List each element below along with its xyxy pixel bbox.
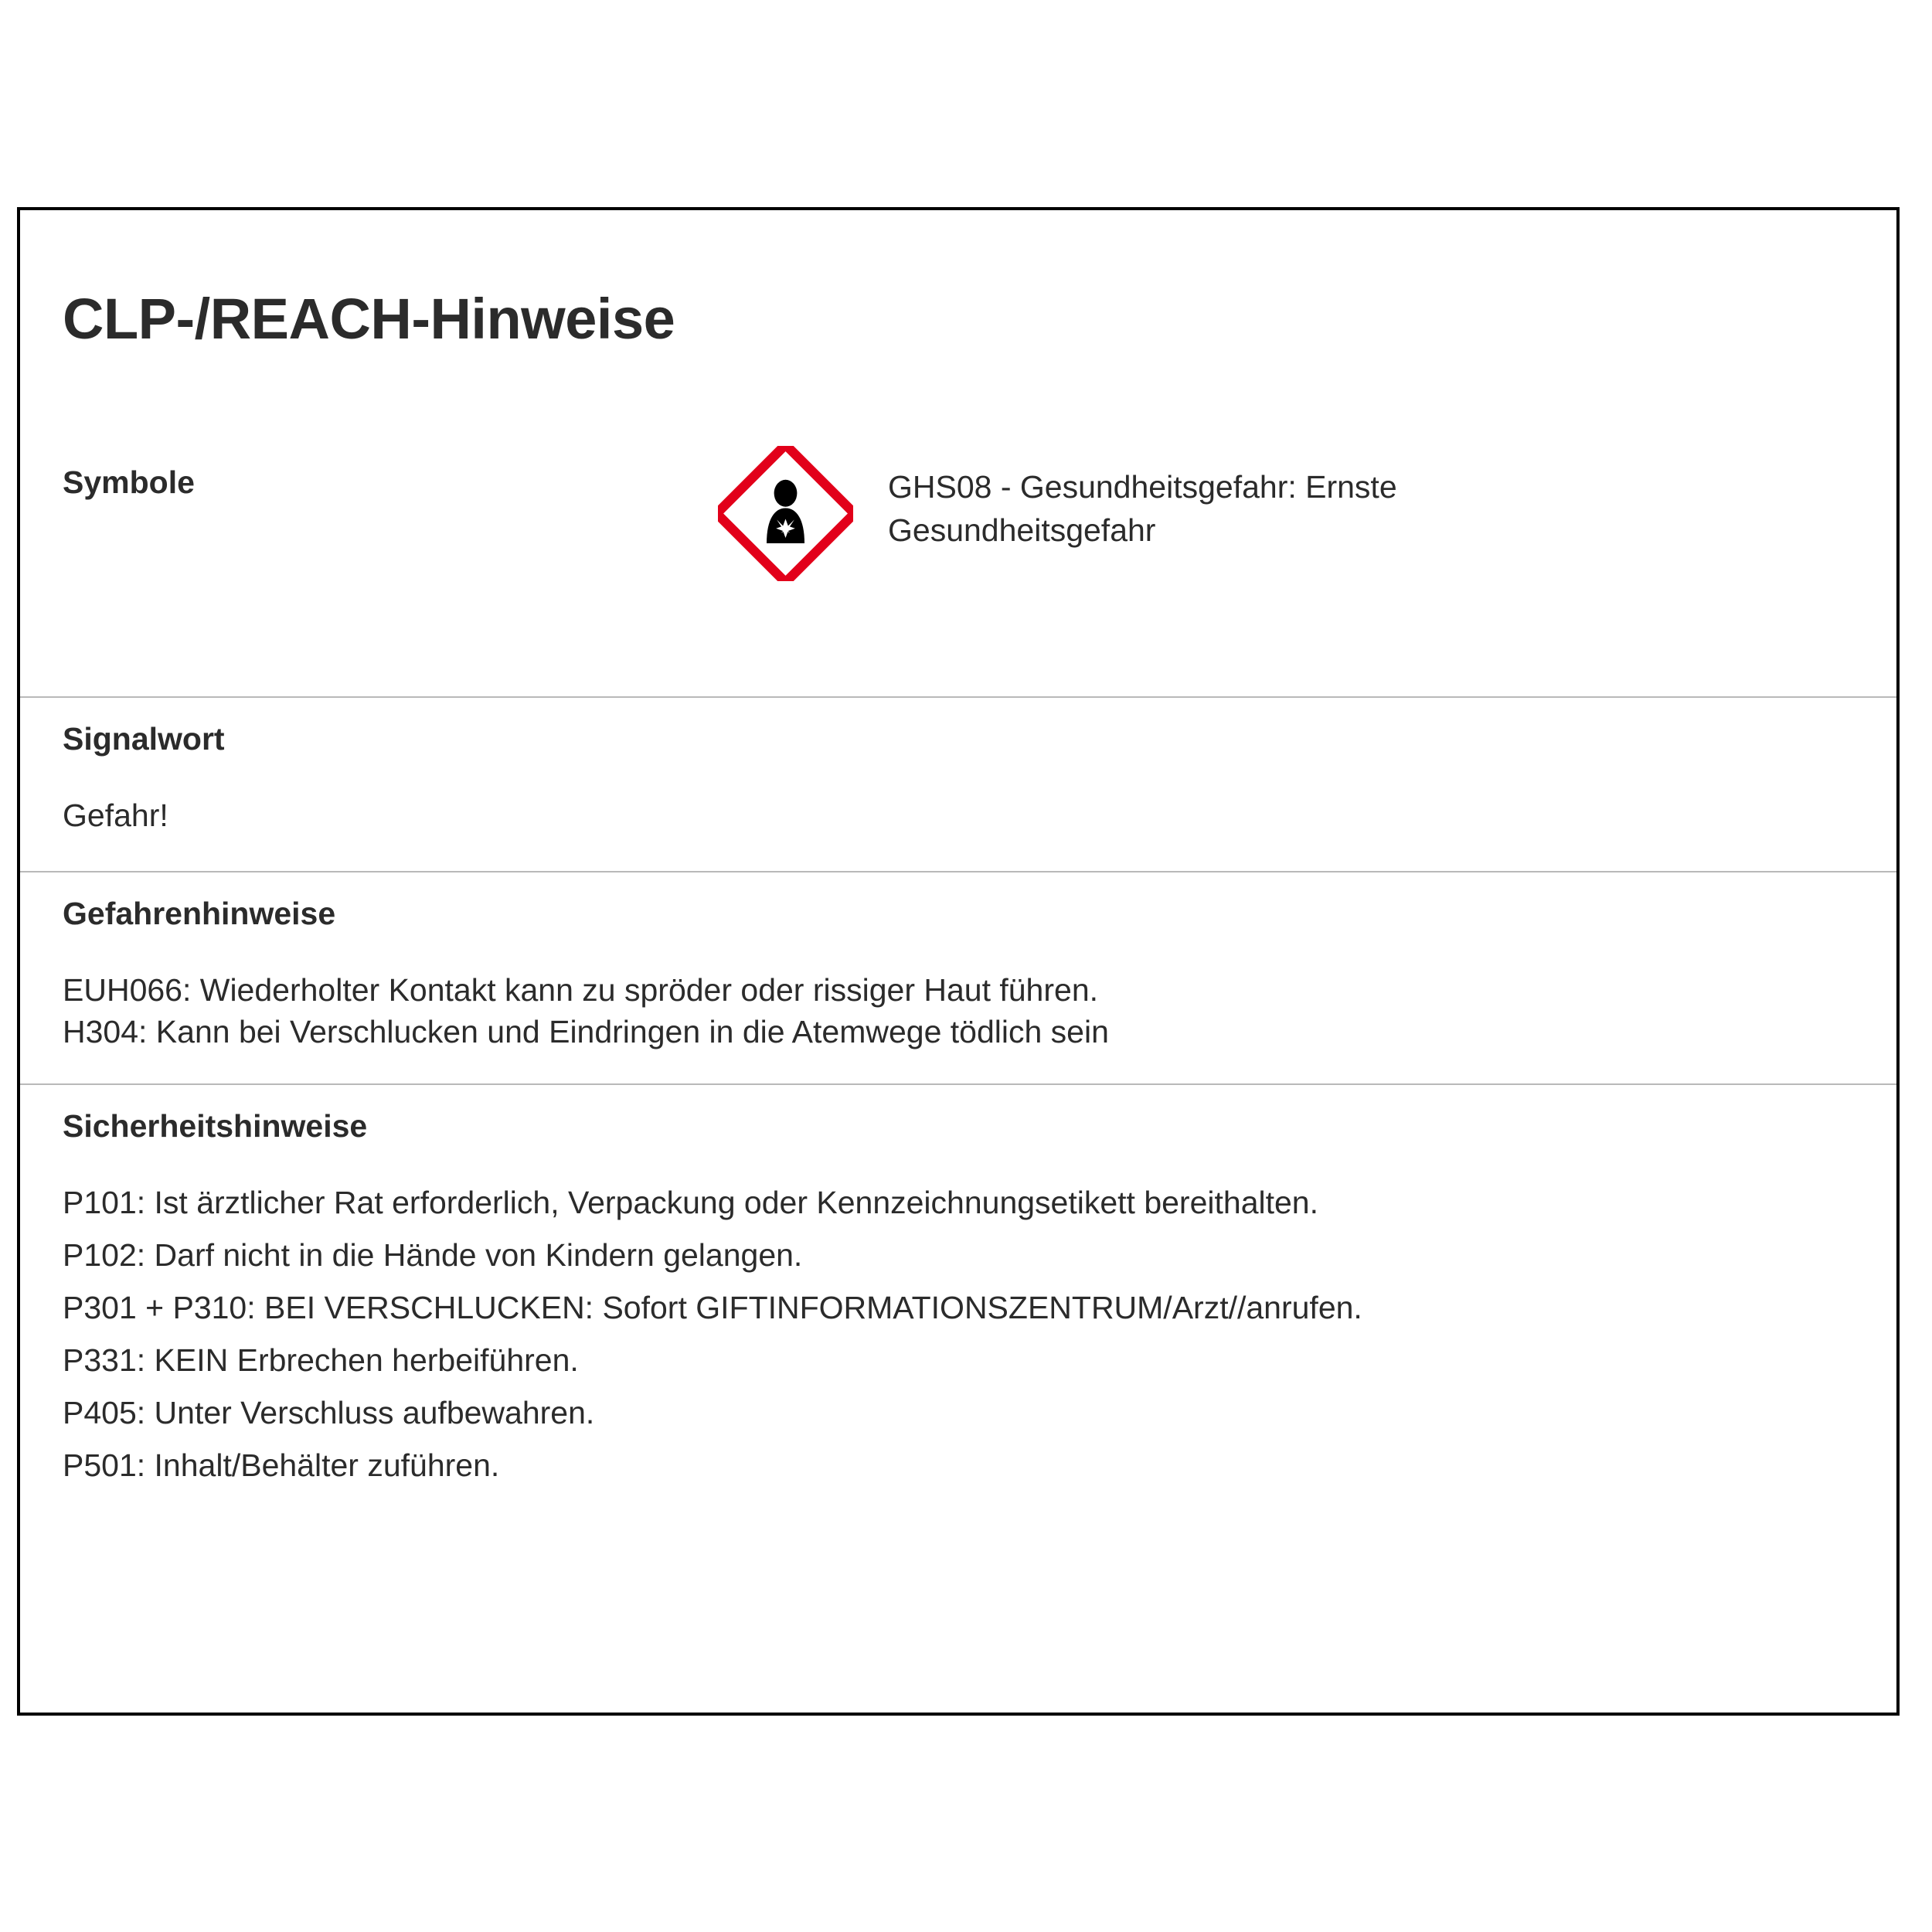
list-item: P102: Darf nicht in die Hände von Kindern gelangen.	[63, 1236, 803, 1273]
divider-signal-word	[20, 871, 1896, 872]
divider-symbols	[20, 696, 1896, 698]
ghs08-health-hazard-icon-svg	[718, 446, 853, 581]
ghs08-description: GHS08 - Gesundheitsgefahr: Ernste Gesundheitsgefahr	[888, 469, 1397, 548]
list-item: P501: Inhalt/Behälter zuführen.	[63, 1447, 500, 1484]
divider-hazard-statements	[20, 1083, 1896, 1085]
ghs08-health-hazard-icon	[712, 441, 859, 581]
precautionary-statements-title: Sicherheitshinweise	[63, 1107, 368, 1144]
list-item: P101: Ist ärztlicher Rat erforderlich, Verpackung oder Kennzeichnungsetikett bereithalten.	[63, 1184, 1318, 1220]
signal-word-section	[20, 721, 1896, 836]
list-item: P331: KEIN Erbrechen herbeiführen.	[63, 1342, 579, 1379]
hazard-statements-list	[63, 969, 1842, 1053]
page-title: CLP-/REACH-Hinweise	[63, 287, 675, 351]
hazard-statements-title: Gefahrenhinweise	[63, 895, 336, 931]
symbols-section	[63, 441, 1842, 696]
panel-content	[20, 210, 1896, 696]
list-item: P301 + P310: BEI VERSCHLUCKEN: Sofort GIFTINFORMATIONSZENTRUM/Arzt//anrufen.	[63, 1289, 1362, 1325]
signal-word-value: Gefahr!	[63, 798, 168, 834]
hazard-statements-section	[20, 896, 1896, 1053]
list-item: H304: Kann bei Verschlucken und Eindringen in die Atemwege tödlich sein	[63, 1013, 1109, 1049]
precautionary-statements-section	[20, 1108, 1896, 1487]
list-item: P405: Unter Verschluss aufbewahren.	[63, 1395, 595, 1431]
clp-reach-panel	[17, 207, 1900, 1716]
symbols-label: Symbole	[63, 464, 195, 501]
signal-word-title: Signalwort	[63, 721, 225, 757]
list-item: EUH066: Wiederholter Kontakt kann zu spröder oder rissiger Haut führen.	[63, 971, 1099, 1008]
precautionary-statements-list	[63, 1182, 1842, 1487]
